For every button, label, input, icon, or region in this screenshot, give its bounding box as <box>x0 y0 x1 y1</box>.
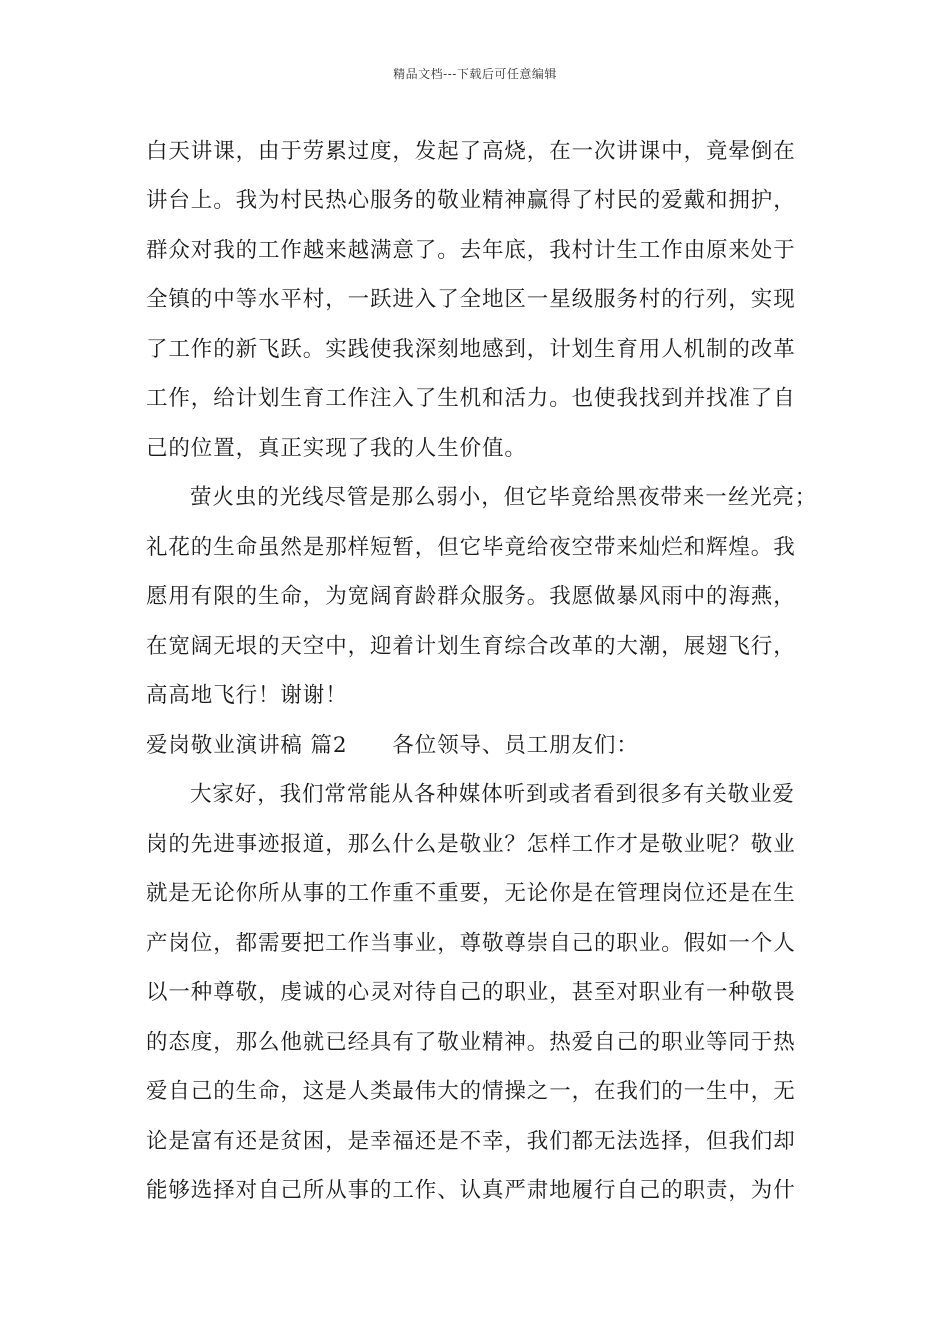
text-line: 高高地飞行！谢谢！ <box>146 683 348 708</box>
text-line: 讲台上。我为村民热心服务的敬业精神赢得了村民的爱戴和拥护， <box>146 188 796 213</box>
text-line: 萤火虫的光线尽管是那么弱小，但它毕竟给黑夜带来一丝光亮； <box>190 485 818 510</box>
text-line: 爱自己的生命，这是人类最伟大的情操之一，在我们的一生中，无 <box>146 1079 796 1104</box>
text-line: 以一种尊敬，虔诚的心灵对待自己的职业，甚至对职业有一种敬畏 <box>146 980 796 1005</box>
text-line: 的态度，那么他就已经具有了敬业精神。热爱自己的职业等同于热 <box>146 1030 796 1055</box>
section-heading: 爱岗敬业演讲稿 篇2 各位领导、员工朋友们： <box>146 733 639 758</box>
text-line: 产岗位，都需要把工作当事业，尊敬尊崇自己的职业。假如一个人 <box>146 931 796 956</box>
text-line: 己的位置，真正实现了我的人生价值。 <box>146 436 527 461</box>
text-line: 大家好，我们常常能从各种媒体听到或者看到很多有关敬业爱 <box>190 782 795 807</box>
text-line: 白天讲课，由于劳累过度，发起了高烧，在一次讲课中，竟晕倒在 <box>146 139 796 164</box>
text-line: 群众对我的工作越来越满意了。去年底，我村计生工作由原来处于 <box>146 238 796 263</box>
page-header: 精品文档---下载后可任意编辑 <box>393 67 557 81</box>
text-line: 就是无论你所从事的工作重不重要，无论你是在管理岗位还是在生 <box>146 881 796 906</box>
text-line: 愿用有限的生命，为宽阔育龄群众服务。我愿做暴风雨中的海燕， <box>146 584 796 609</box>
text-line: 了工作的新飞跃。实践使我深刻地感到，计划生育用人机制的改革 <box>146 337 796 362</box>
text-line: 礼花的生命虽然是那样短暂，但它毕竟给夜空带来灿烂和辉煌。我 <box>146 535 796 560</box>
text-line: 在宽阔无垠的天空中，迎着计划生育综合改革的大潮，展翅飞行， <box>146 634 796 659</box>
text-line: 工作，给计划生育工作注入了生机和活力。也使我找到并找准了自 <box>146 386 796 411</box>
text-line: 能够选择对自己所从事的工作、认真严肃地履行自己的职责，为什 <box>146 1178 796 1203</box>
text-line: 论是富有还是贫困，是幸福还是不幸，我们都无法选择，但我们却 <box>146 1129 796 1154</box>
text-line: 岗的先进事迹报道，那么什么是敬业？怎样工作才是敬业呢？敬业 <box>146 832 796 857</box>
text-line: 全镇的中等水平村，一跃进入了全地区一星级服务村的行列，实现 <box>146 287 796 312</box>
